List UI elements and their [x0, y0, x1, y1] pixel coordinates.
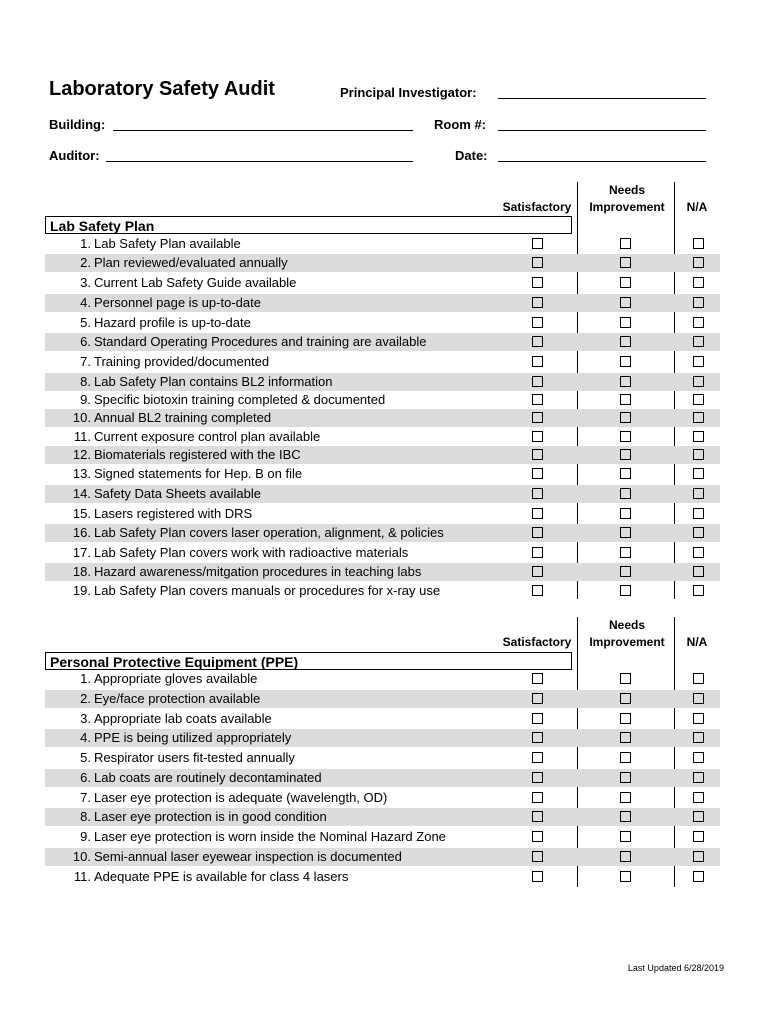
list-item	[45, 235, 720, 253]
pi-field[interactable]	[498, 98, 706, 99]
item-number: 5.	[80, 315, 91, 330]
satisfactory-checkbox[interactable]	[532, 831, 543, 842]
item-text: Lab Safety Plan covers work with radioactive materials	[94, 545, 409, 560]
list-item	[45, 505, 720, 523]
list-item	[45, 544, 720, 562]
list-item	[45, 333, 720, 351]
na-checkbox[interactable]	[693, 277, 704, 288]
na-checkbox[interactable]	[693, 336, 704, 347]
item-text: Lab Safety Plan available	[94, 236, 241, 251]
na-checkbox[interactable]	[693, 831, 704, 842]
needs-improvement-checkbox[interactable]	[620, 317, 631, 328]
pi-label: Principal Investigator:	[340, 85, 477, 100]
needs-improvement-checkbox[interactable]	[620, 376, 631, 387]
list-item	[45, 868, 720, 886]
na-checkbox[interactable]	[693, 488, 704, 499]
needs-improvement-checkbox[interactable]	[620, 356, 631, 367]
col-needs-line1: Needs	[608, 618, 646, 632]
na-checkbox[interactable]	[693, 547, 704, 558]
na-checkbox[interactable]	[693, 792, 704, 803]
section-title-ppe: Personal Protective Equipment (PPE)	[45, 652, 572, 670]
item-number: 4.	[80, 295, 91, 310]
list-item	[45, 729, 720, 747]
satisfactory-checkbox[interactable]	[532, 713, 543, 724]
item-text: Lab Safety Plan covers manuals or procedures for x-ray use	[94, 583, 441, 598]
needs-improvement-checkbox[interactable]	[620, 257, 631, 268]
item-number: 1.	[80, 671, 91, 686]
item-text: Current exposure control plan available	[94, 429, 321, 444]
satisfactory-checkbox[interactable]	[532, 566, 543, 577]
list-item	[45, 670, 720, 688]
item-number: 11.	[73, 869, 91, 884]
na-checkbox[interactable]	[693, 851, 704, 862]
list-item	[45, 769, 720, 787]
item-text: Specific biotoxin training completed & documented	[94, 392, 386, 407]
na-checkbox[interactable]	[693, 752, 704, 763]
item-number: 9.	[80, 392, 91, 407]
needs-improvement-checkbox[interactable]	[620, 297, 631, 308]
list-item	[45, 373, 720, 391]
item-number: 8.	[80, 809, 91, 824]
satisfactory-checkbox[interactable]	[532, 277, 543, 288]
needs-improvement-checkbox[interactable]	[620, 449, 631, 460]
needs-improvement-checkbox[interactable]	[620, 277, 631, 288]
auditor-field[interactable]	[106, 161, 413, 162]
list-item	[45, 690, 720, 708]
na-checkbox[interactable]	[693, 693, 704, 704]
needs-improvement-checkbox[interactable]	[620, 336, 631, 347]
na-checkbox[interactable]	[693, 238, 704, 249]
na-checkbox[interactable]	[693, 297, 704, 308]
item-text: Annual BL2 training completed	[94, 410, 272, 425]
needs-improvement-checkbox[interactable]	[620, 752, 631, 763]
item-number: 15.	[72, 506, 91, 521]
auditor-label: Auditor:	[49, 148, 100, 163]
item-text: Personnel page is up-to-date	[94, 295, 261, 310]
needs-improvement-checkbox[interactable]	[620, 412, 631, 423]
item-number: 10.	[72, 410, 91, 425]
item-number: 14.	[72, 486, 91, 501]
needs-improvement-checkbox[interactable]	[620, 527, 631, 538]
needs-improvement-checkbox[interactable]	[620, 585, 631, 596]
list-item	[45, 314, 720, 332]
needs-improvement-checkbox[interactable]	[620, 566, 631, 577]
list-item	[45, 446, 720, 464]
room-label: Room #:	[434, 117, 486, 132]
item-text: Lab coats are routinely decontaminated	[94, 770, 322, 785]
item-text: Biomaterials registered with the IBC	[94, 447, 301, 462]
na-checkbox[interactable]	[693, 356, 704, 367]
col-needs-line2: Improvement	[589, 635, 665, 649]
satisfactory-checkbox[interactable]	[532, 376, 543, 387]
item-text: Standard Operating Procedures and training are available	[94, 334, 427, 349]
satisfactory-checkbox[interactable]	[532, 527, 543, 538]
na-checkbox[interactable]	[693, 468, 704, 479]
list-item	[45, 582, 720, 600]
satisfactory-checkbox[interactable]	[532, 431, 543, 442]
col-na: N/A	[686, 635, 708, 649]
needs-improvement-checkbox[interactable]	[620, 772, 631, 783]
satisfactory-checkbox[interactable]	[532, 693, 543, 704]
item-text: Laser eye protection is adequate (wavelength, OD)	[94, 790, 388, 805]
item-number: 8.	[80, 374, 91, 389]
item-number: 2.	[80, 691, 91, 706]
satisfactory-checkbox[interactable]	[532, 851, 543, 862]
needs-improvement-checkbox[interactable]	[620, 673, 631, 684]
satisfactory-checkbox[interactable]	[532, 297, 543, 308]
list-item	[45, 524, 720, 542]
satisfactory-checkbox[interactable]	[532, 732, 543, 743]
item-text: Appropriate lab coats available	[94, 711, 272, 726]
satisfactory-checkbox[interactable]	[532, 356, 543, 367]
needs-improvement-checkbox[interactable]	[620, 508, 631, 519]
item-number: 16.	[72, 525, 91, 540]
item-text: Hazard profile is up-to-date	[94, 315, 251, 330]
col-na: N/A	[686, 200, 708, 214]
list-item	[45, 828, 720, 846]
col-satisfactory: Satisfactory	[502, 200, 572, 214]
date-field[interactable]	[498, 161, 706, 162]
list-item	[45, 808, 720, 826]
item-text: Safety Data Sheets available	[94, 486, 261, 501]
satisfactory-checkbox[interactable]	[532, 449, 543, 460]
satisfactory-checkbox[interactable]	[532, 488, 543, 499]
room-field[interactable]	[498, 130, 706, 131]
item-number: 12.	[72, 447, 91, 462]
item-number: 10.	[72, 849, 91, 864]
item-number: 4.	[80, 730, 91, 745]
item-number: 7.	[80, 790, 91, 805]
na-checkbox[interactable]	[693, 732, 704, 743]
item-number: 19.	[72, 583, 91, 598]
item-text: Lasers registered with DRS	[94, 506, 253, 521]
na-checkbox[interactable]	[693, 713, 704, 724]
list-item	[45, 848, 720, 866]
na-checkbox[interactable]	[693, 673, 704, 684]
satisfactory-checkbox[interactable]	[532, 871, 543, 882]
satisfactory-checkbox[interactable]	[532, 585, 543, 596]
satisfactory-checkbox[interactable]	[532, 317, 543, 328]
na-checkbox[interactable]	[693, 449, 704, 460]
item-text: Hazard awareness/mitgation procedures in teaching labs	[94, 564, 422, 579]
needs-improvement-checkbox[interactable]	[620, 693, 631, 704]
na-checkbox[interactable]	[693, 257, 704, 268]
needs-improvement-checkbox[interactable]	[620, 468, 631, 479]
needs-improvement-checkbox[interactable]	[620, 811, 631, 822]
na-checkbox[interactable]	[693, 585, 704, 596]
satisfactory-checkbox[interactable]	[532, 752, 543, 763]
na-checkbox[interactable]	[693, 566, 704, 577]
satisfactory-checkbox[interactable]	[532, 412, 543, 423]
page-title: Laboratory Safety Audit	[49, 78, 275, 100]
na-checkbox[interactable]	[693, 412, 704, 423]
building-field[interactable]	[113, 130, 413, 131]
satisfactory-checkbox[interactable]	[532, 468, 543, 479]
building-label: Building:	[49, 117, 106, 132]
item-number: 7.	[80, 354, 91, 369]
list-item	[45, 409, 720, 427]
needs-improvement-checkbox[interactable]	[620, 871, 631, 882]
item-number: 6.	[80, 770, 91, 785]
needs-improvement-checkbox[interactable]	[620, 732, 631, 743]
item-number: 9.	[80, 829, 91, 844]
satisfactory-checkbox[interactable]	[532, 811, 543, 822]
list-item	[45, 485, 720, 503]
item-text: Appropriate gloves available	[94, 671, 258, 686]
item-text: Signed statements for Hep. B on file	[94, 466, 303, 481]
satisfactory-checkbox[interactable]	[532, 792, 543, 803]
satisfactory-checkbox[interactable]	[532, 394, 543, 405]
needs-improvement-checkbox[interactable]	[620, 431, 631, 442]
list-item	[45, 563, 720, 581]
needs-improvement-checkbox[interactable]	[620, 713, 631, 724]
item-text: PPE is being utilized appropriately	[94, 730, 292, 745]
item-text: Current Lab Safety Guide available	[94, 275, 297, 290]
needs-improvement-checkbox[interactable]	[620, 851, 631, 862]
col-satisfactory: Satisfactory	[502, 635, 572, 649]
item-number: 3.	[80, 275, 91, 290]
item-text: Laser eye protection is in good condition	[94, 809, 327, 824]
item-text: Adequate PPE is available for class 4 lasers	[94, 869, 349, 884]
item-text: Lab Safety Plan covers laser operation, alignment, & policies	[94, 525, 444, 540]
needs-improvement-checkbox[interactable]	[620, 238, 631, 249]
na-checkbox[interactable]	[693, 394, 704, 405]
needs-improvement-checkbox[interactable]	[620, 488, 631, 499]
list-item	[45, 254, 720, 272]
na-checkbox[interactable]	[693, 811, 704, 822]
na-checkbox[interactable]	[693, 772, 704, 783]
needs-improvement-checkbox[interactable]	[620, 792, 631, 803]
na-checkbox[interactable]	[693, 508, 704, 519]
item-text: Respirator users fit-tested annually	[94, 750, 295, 765]
list-item	[45, 749, 720, 767]
na-checkbox[interactable]	[693, 431, 704, 442]
satisfactory-checkbox[interactable]	[532, 336, 543, 347]
na-checkbox[interactable]	[693, 376, 704, 387]
item-number: 6.	[80, 334, 91, 349]
item-text: Semi-annual laser eyewear inspection is documented	[94, 849, 402, 864]
item-text: Eye/face protection available	[94, 691, 261, 706]
list-item	[45, 465, 720, 483]
item-number: 3.	[80, 711, 91, 726]
item-text: Training provided/documented	[94, 354, 270, 369]
list-item	[45, 294, 720, 312]
item-text: Lab Safety Plan contains BL2 information	[94, 374, 333, 389]
list-item	[45, 391, 720, 409]
item-number: 13.	[72, 466, 91, 481]
col-needs-line2: Improvement	[589, 200, 665, 214]
list-item	[45, 353, 720, 371]
needs-improvement-checkbox[interactable]	[620, 394, 631, 405]
needs-improvement-checkbox[interactable]	[620, 547, 631, 558]
item-text: Laser eye protection is worn inside the Nominal Hazard Zone	[94, 829, 446, 844]
satisfactory-checkbox[interactable]	[532, 547, 543, 558]
na-checkbox[interactable]	[693, 317, 704, 328]
item-number: 5.	[80, 750, 91, 765]
needs-improvement-checkbox[interactable]	[620, 831, 631, 842]
list-item	[45, 274, 720, 292]
item-number: 11.	[73, 429, 91, 444]
satisfactory-checkbox[interactable]	[532, 257, 543, 268]
satisfactory-checkbox[interactable]	[532, 772, 543, 783]
na-checkbox[interactable]	[693, 871, 704, 882]
col-needs-line1: Needs	[608, 183, 646, 197]
item-number: 17.	[72, 545, 91, 560]
list-item	[45, 428, 720, 446]
list-item	[45, 710, 720, 728]
item-text: Plan reviewed/evaluated annually	[94, 255, 288, 270]
last-updated: Last Updated 6/28/2019	[627, 963, 724, 973]
satisfactory-checkbox[interactable]	[532, 238, 543, 249]
date-label: Date:	[455, 148, 488, 163]
section-title-lab-safety-plan: Lab Safety Plan	[45, 216, 572, 234]
satisfactory-checkbox[interactable]	[532, 673, 543, 684]
item-number: 1.	[80, 236, 91, 251]
item-number: 18.	[72, 564, 91, 579]
na-checkbox[interactable]	[693, 527, 704, 538]
satisfactory-checkbox[interactable]	[532, 508, 543, 519]
list-item	[45, 789, 720, 807]
item-number: 2.	[80, 255, 91, 270]
